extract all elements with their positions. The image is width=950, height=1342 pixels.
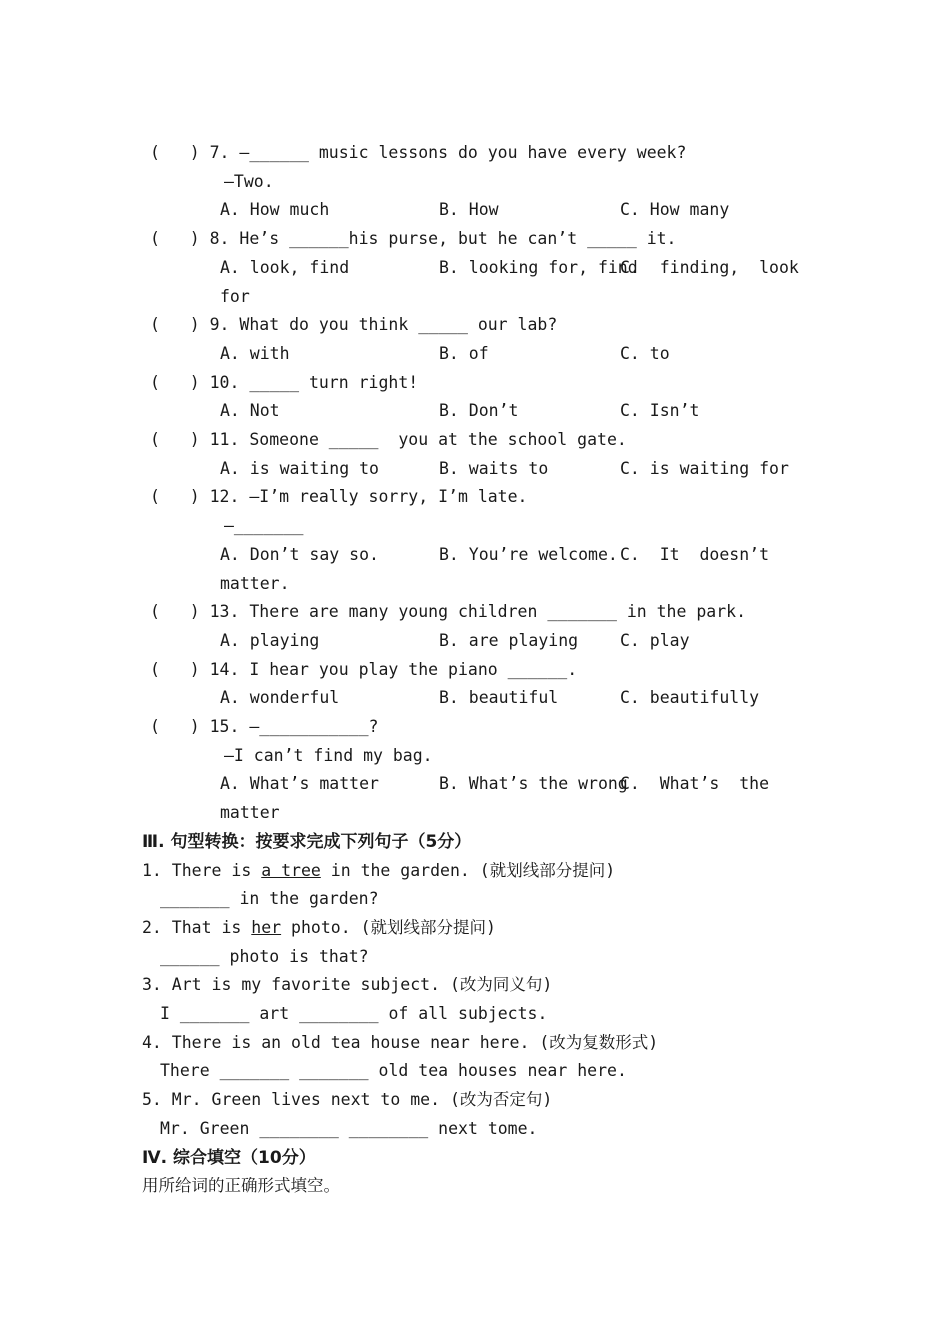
option-b: B. waits to <box>439 458 549 478</box>
answer-line: ______ photo is that? <box>160 946 369 966</box>
underlined-part: a tree <box>261 860 321 880</box>
option-c: C. finding, look <box>620 257 799 277</box>
question-stem: ( ) 14. I hear you play the piano ______. <box>150 659 578 679</box>
option-c: C. is waiting for <box>620 458 789 478</box>
answer-line: I _______ art ________ of all subjects. <box>160 1004 548 1023</box>
question-stem: ( ) 13. There are many young children _______ in the park. <box>150 602 747 622</box>
option-wrap-text: for <box>220 286 250 306</box>
option-b: B. looking for, find <box>439 257 638 277</box>
option-c: C. What’s the <box>620 774 770 794</box>
option-a: A. Don’t say so. <box>220 544 379 564</box>
option-a: A. look, find <box>220 257 350 277</box>
question-stem: ( ) 7. —______ music lessons do you have every week? <box>150 143 687 162</box>
option-c: C. It doesn’t <box>620 544 770 564</box>
question-stem: ( ) 9. What do you think _____ our lab? <box>150 315 558 335</box>
transform-sentence <box>142 861 615 881</box>
question-stem: ( ) 11. Someone _____ you at the school gate. <box>150 430 627 449</box>
transform-sentence <box>142 1033 658 1053</box>
answer-line: Mr. Green ________ ________ next tome. <box>160 1118 538 1138</box>
option-b: B. You’re welcome. <box>439 544 618 564</box>
option-c: C. beautifully <box>620 688 760 708</box>
question-stem: ( ) 15. —___________? <box>150 717 379 736</box>
sentence-part: in the garden. (就划线部分提问) <box>320 860 616 880</box>
option-wrap-text: matter <box>220 803 280 823</box>
question-stem: ( ) 12. —I’m really sorry, I’m late. <box>150 487 528 507</box>
option-a: A. wonderful <box>220 688 340 708</box>
option-a: A. with <box>220 343 290 363</box>
answer-line: There _______ _______ old tea houses near here. <box>160 1061 627 1081</box>
option-b: B. What’s the wrong <box>439 774 628 794</box>
option-b: B. Don’t <box>439 401 519 421</box>
answer-line: _______ in the garden? <box>160 889 379 909</box>
question-stem: ( ) 8. He’s ______his purse, but he can’t _____ it. <box>150 229 677 249</box>
option-a: A. What’s matter <box>220 774 379 794</box>
option-c: C. Isn’t <box>620 401 700 421</box>
transform-sentence <box>142 975 552 995</box>
option-c: C. play <box>620 630 690 650</box>
section-heading: Ⅳ. 综合填空（10分） <box>142 1147 316 1168</box>
option-a: A. is waiting to <box>220 458 379 478</box>
option-a: A. How much <box>220 200 330 220</box>
sentence-part: photo. (就划线部分提问) <box>281 917 496 937</box>
sentence-part: 1. There is <box>142 860 262 880</box>
transform-sentence <box>142 918 496 938</box>
section-instruction: 用所给词的正确形式填空。 <box>142 1176 340 1196</box>
question-reply: —Two. <box>224 171 274 191</box>
underlined-part: her <box>251 917 282 937</box>
section-heading: Ⅲ. 句型转换：按要求完成下列句子（5分） <box>142 831 472 852</box>
sentence-part: 4. There is an old tea house near here. (改为复数形式) <box>142 1032 659 1052</box>
question-reply: —I can’t find my bag. <box>224 745 433 765</box>
option-b: B. beautiful <box>439 688 559 708</box>
question-reply: —_______ <box>224 516 304 536</box>
option-wrap-text: matter. <box>220 573 290 593</box>
option-b: B. of <box>439 343 489 363</box>
option-c: C. How many <box>620 200 730 220</box>
sentence-part: 3. Art is my favorite subject. (改为同义句) <box>142 975 553 995</box>
sentence-part: 5. Mr. Green lives next to me. (改为否定句) <box>142 1090 553 1110</box>
option-b: B. How <box>439 200 499 220</box>
option-a: A. playing <box>220 630 320 650</box>
option-c: C. to <box>620 343 670 363</box>
option-b: B. are playing <box>439 630 579 650</box>
question-stem: ( ) 10. _____ turn right! <box>150 372 419 392</box>
option-a: A. Not <box>220 401 280 421</box>
sentence-part: 2. That is <box>142 917 252 937</box>
transform-sentence <box>142 1090 552 1110</box>
